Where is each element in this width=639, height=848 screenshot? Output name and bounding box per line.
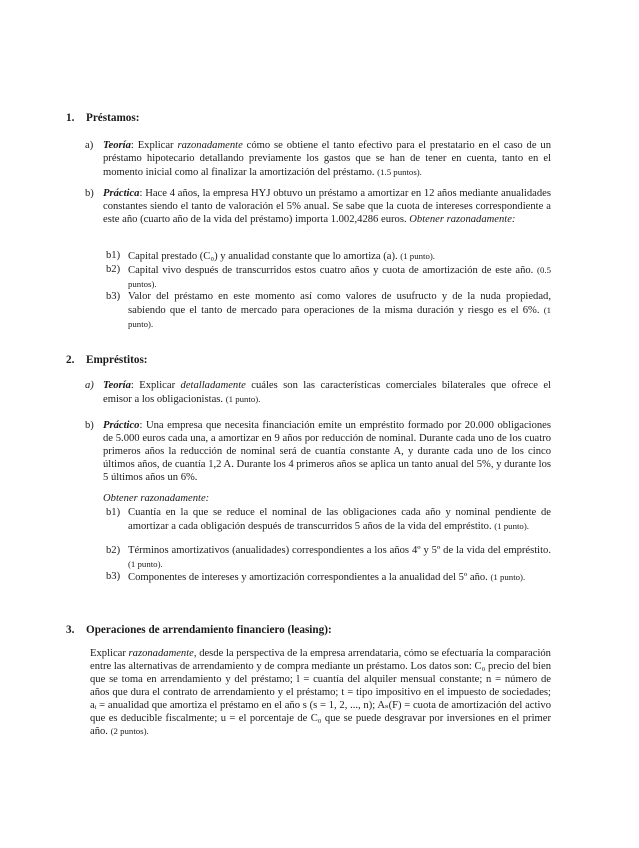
section-number: 1. bbox=[66, 112, 75, 124]
section-title: Operaciones de arrendamiento financiero (leasing): bbox=[86, 624, 332, 636]
item-label: a) bbox=[85, 380, 94, 391]
item-lead: Explicar bbox=[139, 380, 176, 391]
sub-item-b3 bbox=[106, 571, 551, 585]
item-kind: Práctica bbox=[103, 188, 140, 199]
sub-points: (1 punto). bbox=[128, 304, 552, 329]
section-3-paragraph bbox=[90, 648, 551, 739]
sub-label: b1) bbox=[106, 507, 121, 518]
sub-text: Capital vivo después de transcurridos estos cuatro años y cuota de amortización de este año. bbox=[128, 265, 534, 276]
item-text: cuáles son las características comerciales bilaterales que ofrece el emisor a los obligacionistas. bbox=[103, 380, 552, 405]
item-label: b) bbox=[85, 420, 94, 431]
item-points: (1.5 puntos). bbox=[377, 166, 422, 177]
item-points: (1 punto). bbox=[225, 393, 261, 404]
sub-text: Cuantía en la que se reduce el nominal de las obligaciones cada año y nominal pendiente de amortizar a cada obligación después de transcurridos 5 años de la vida del empréstito. bbox=[128, 507, 551, 532]
sub-label: b3) bbox=[106, 571, 121, 582]
section-1-item-a: a) Teoría: Explicar razonadamente cómo se obtiene el tanto efectivo para el prestatario en el caso de un préstamo hipotecario detallando previamente los gastos que se han de tener en cuenta, tanto en el momento inicial como al finalizar la amortización del préstamo. (1.5 puntos). bbox=[85, 140, 552, 178]
item-label: b) bbox=[85, 188, 94, 199]
sub-points: (1 punto). bbox=[490, 572, 526, 582]
item-emphasis: razonadamente bbox=[177, 140, 243, 151]
sub-text: Valor del préstamo en este momento así como valores de usufructo y de la nuda propiedad, sabiendo que el tanto de mercado para operaciones de la misma duración y riesgo es el 6%. bbox=[128, 291, 551, 316]
sub-points: (1 punto). bbox=[494, 520, 529, 531]
sub-item-b1 bbox=[106, 250, 551, 264]
item-label: a) bbox=[85, 140, 94, 151]
section-2-item-b: b) Práctico: Una empresa que necesita financiación emite un empréstito formado por 20.000 obligaciones de 5.000 euros cada una, a amortizar en 9 años por reducción de nominal. Durante cada uno de los cuatro primeros años la reducción de nominal será de cuantía constante A, y durante cada uno de los cinco últimos años, de cuantía 1,2 A. Durante los 4 primeros años se aplica un tanto anual del 5%, y durante los 5 últimos años un 6%. bbox=[85, 420, 552, 483]
section-number: 2. bbox=[66, 354, 75, 366]
sub-points: (1 punto). bbox=[128, 558, 163, 569]
sub-item-b3 bbox=[106, 291, 551, 332]
sub-label: b2) bbox=[106, 545, 121, 556]
item-kind: Teoría bbox=[103, 380, 131, 391]
item-kind: Práctico bbox=[103, 420, 140, 431]
section-1-item-b: b) Práctica: Hace 4 años, la empresa HYJ obtuvo un préstamo a amortizar en 12 años mediante anualidades constantes siendo el tanto de valoración el 5% anual. Se sabe que la cuota de intereses correspondiente a este año (cuarto año de la vida del préstamo) importa 1.002,4286 euros. Obtener razonadamente: bbox=[85, 188, 551, 225]
sub-label: b3) bbox=[106, 291, 121, 302]
sub-item-b2 bbox=[106, 264, 551, 292]
item-text: Una empresa que necesita financiación emite un empréstito formado por 20.000 obligaciones de 5.000 euros cada una, a amortizar en 9 años por reducción de nominal. Durante cada uno de los cuatro primeros años la reducción de nominal será de cuantía constante A, y durante cada uno de los cinco últimos años, de cuantía 1,2 A. Durante los 4 primeros años se aplica un tanto anual del 5%, y durante los 5 últimos años un 6%. bbox=[103, 420, 552, 483]
sub-label: b2) bbox=[106, 264, 121, 275]
section-2-heading bbox=[66, 354, 148, 367]
para-lead: Explicar bbox=[90, 648, 126, 659]
para-points: (2 puntos). bbox=[110, 726, 149, 737]
obtain-label: Obtener razonadamente: bbox=[103, 493, 210, 504]
item-text: cómo se obtiene el tanto efectivo para el prestatario en el caso de un préstamo hipotecario detallando previamente los gastos que se han de tener en cuenta, tanto en el momento inicial como al finalizar la amortización del préstamo. bbox=[103, 140, 552, 178]
sub-points: (1 punto). bbox=[400, 251, 435, 261]
sub-text: Componentes de intereses y amortización correspondientes a la anualidad del 5º año. bbox=[128, 572, 488, 583]
sub-item-b1 bbox=[106, 507, 551, 534]
sub-label: b1) bbox=[106, 250, 121, 261]
item-lead: Explicar bbox=[137, 140, 174, 151]
section-title: Empréstitos: bbox=[86, 354, 148, 366]
section-number: 3. bbox=[66, 624, 75, 636]
sub-text: Capital prestado (C₀) y anualidad constante que lo amortiza (a). bbox=[128, 251, 398, 262]
item-text: Hace 4 años, la empresa HYJ obtuvo un préstamo a amortizar en 12 años mediante anualidades constantes siendo el tanto de valoración el 5% anual. Se sabe que la cuota de intereses correspondiente a este año (cuarto año de la vida del préstamo) importa 1.002,4286 euros. bbox=[103, 188, 551, 225]
para-emphasis: razonadamente, bbox=[128, 648, 197, 659]
sub-text: Términos amortizativos (anualidades) correspondientes a los años 4º y 5º de la vida del empréstito. bbox=[128, 545, 551, 556]
section-3-heading bbox=[66, 624, 332, 637]
section-1-heading bbox=[66, 112, 139, 125]
item-emphasis: detalladamente bbox=[180, 380, 246, 391]
section-title: Préstamos: bbox=[86, 112, 140, 124]
item-emphasis: Obtener razonadamente: bbox=[409, 213, 516, 225]
section-2-item-a: a) Teoría: Explicar detalladamente cuáles son las características comerciales bilaterales que ofrece el emisor a los obligacionistas. (1 punto). bbox=[85, 380, 552, 405]
item-kind: Teoría bbox=[103, 140, 131, 151]
sub-item-b2 bbox=[106, 545, 551, 572]
sub-points: (0.5 puntos). bbox=[128, 265, 551, 289]
para-text: desde la perspectiva de la empresa arrendataria, cómo se efectuaría la comparación entre las alternativas de arrendamiento y de compra mediante un préstamo. Los datos son: C₀ precio del bien que se toma en arrendamiento y del préstamo; l = cuantía del alquiler mensual constante; n = número de años que dura el contrato de arrendamiento y el préstamo; t = tipo impositivo en el impuesto de sociedades; aᵢ = anualidad que amortiza el préstamo en el año s (s = 1, 2, ..., n); Aₛ(F) = cuota de amortización del activo que es deducible fiscalmente; u = el porcentaje de C₀ que se puede desgravar por inversiones en el primer año. bbox=[90, 648, 551, 738]
